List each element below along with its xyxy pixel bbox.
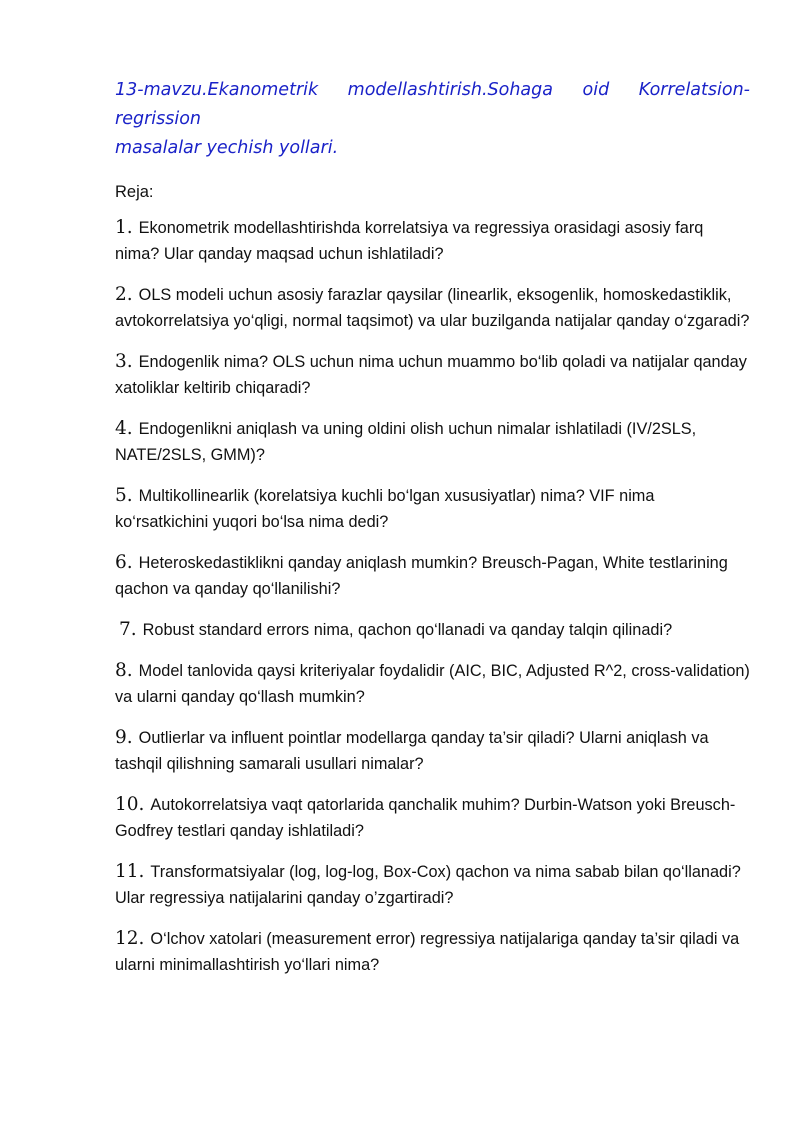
question-text: Autokorrelatsiya vaqt qatorlarida qanchalik muhim? Durbin-Watson yoki Breusch-Godfrey testlari qanday ishlatiladi? xyxy=(115,796,736,840)
document-title xyxy=(115,76,750,163)
question-text: Heteroskedastiklikni qanday aniqlash mumkin? Breusch-Pagan, White testlarining qachon va qanday qo‘llanilishi? xyxy=(115,554,728,598)
question-number: 9. xyxy=(115,727,133,748)
question-number: 11. xyxy=(115,861,145,882)
question-text: Endogenlik nima? OLS uchun nima uchun muammo bo‘lib qoladi va natijalar qanday xatoliklar keltirib chiqaradi? xyxy=(115,353,747,397)
question-item xyxy=(115,658,750,710)
question-item xyxy=(115,792,750,844)
title-line-1: 13-mavzu.Ekanometrik modellashtirish.Sohaga oid Korrelatsion-regrission xyxy=(115,80,750,129)
question-item xyxy=(115,483,750,535)
question-text: Robust standard errors nima, qachon qo‘llanadi va qanday talqin qilinadi? xyxy=(142,621,673,639)
question-number: 4. xyxy=(115,418,133,439)
question-item xyxy=(115,215,750,267)
question-item xyxy=(115,617,750,643)
question-text: Ekonometrik modellashtirishda korrelatsiya va regressiya orasidagi asosiy farq nima? Ular qanday maqsad uchun ishlatiladi? xyxy=(115,219,704,263)
question-item xyxy=(115,282,750,334)
question-number: 7. xyxy=(119,619,137,640)
question-text: OLS modeli uchun asosiy farazlar qaysilar (linearlik, eksogenlik, homoskedastiklik, avtokorrelatsiya yo‘qligi, normal taqsimot) va ular buzilganda natijalar qanday o‘zgaradi? xyxy=(115,286,750,330)
title-line-2: masalalar yechish yollari. xyxy=(115,138,339,158)
question-text: Endogenlikni aniqlash va uning oldini olish uchun nimalar ishlatiladi (IV/2SLS, NATE/2SLS, GMM)? xyxy=(115,420,697,464)
question-item xyxy=(115,550,750,602)
question-number: 3. xyxy=(115,351,133,372)
question-number: 1. xyxy=(115,217,133,238)
question-number: 6. xyxy=(115,552,133,573)
question-number: 8. xyxy=(115,660,133,681)
question-number: 2. xyxy=(115,284,133,305)
question-item xyxy=(115,416,750,468)
question-text: Model tanlovida qaysi kriteriyalar foydalidir (AIC, BIC, Adjusted R^2, cross-validation) va ularni qanday qo‘llash mumkin? xyxy=(115,662,750,706)
question-item xyxy=(115,725,750,777)
question-text: Multikollinearlik (korelatsiya kuchli bo‘lgan xususiyatlar) nima? VIF nima ko‘rsatkichini yuqori bo‘lsa nima dedi? xyxy=(115,487,655,531)
question-list xyxy=(115,215,750,978)
question-text: O‘lchov xatolari (measurement error) regressiya natijalariga qanday ta’sir qiladi va ularni minimallashtirish yo‘llari nima? xyxy=(115,930,740,974)
question-number: 12. xyxy=(115,928,145,949)
document-page xyxy=(115,76,750,978)
question-item xyxy=(115,349,750,401)
question-item xyxy=(115,926,750,978)
question-number: 5. xyxy=(115,485,133,506)
question-item xyxy=(115,859,750,911)
question-text: Transformatsiyalar (log, log-log, Box-Cox) qachon va nima sabab bilan qo‘llanadi? Ular regressiya natijalarini qanday o’zgartiradi? xyxy=(115,863,741,907)
plan-label: Reja: xyxy=(115,183,154,201)
question-number: 10. xyxy=(115,794,145,815)
question-text: Outlierlar va influent pointlar modellarga qanday ta’sir qiladi? Ularni aniqlash va tashqil qilishning samarali usullari nimalar? xyxy=(115,729,709,773)
